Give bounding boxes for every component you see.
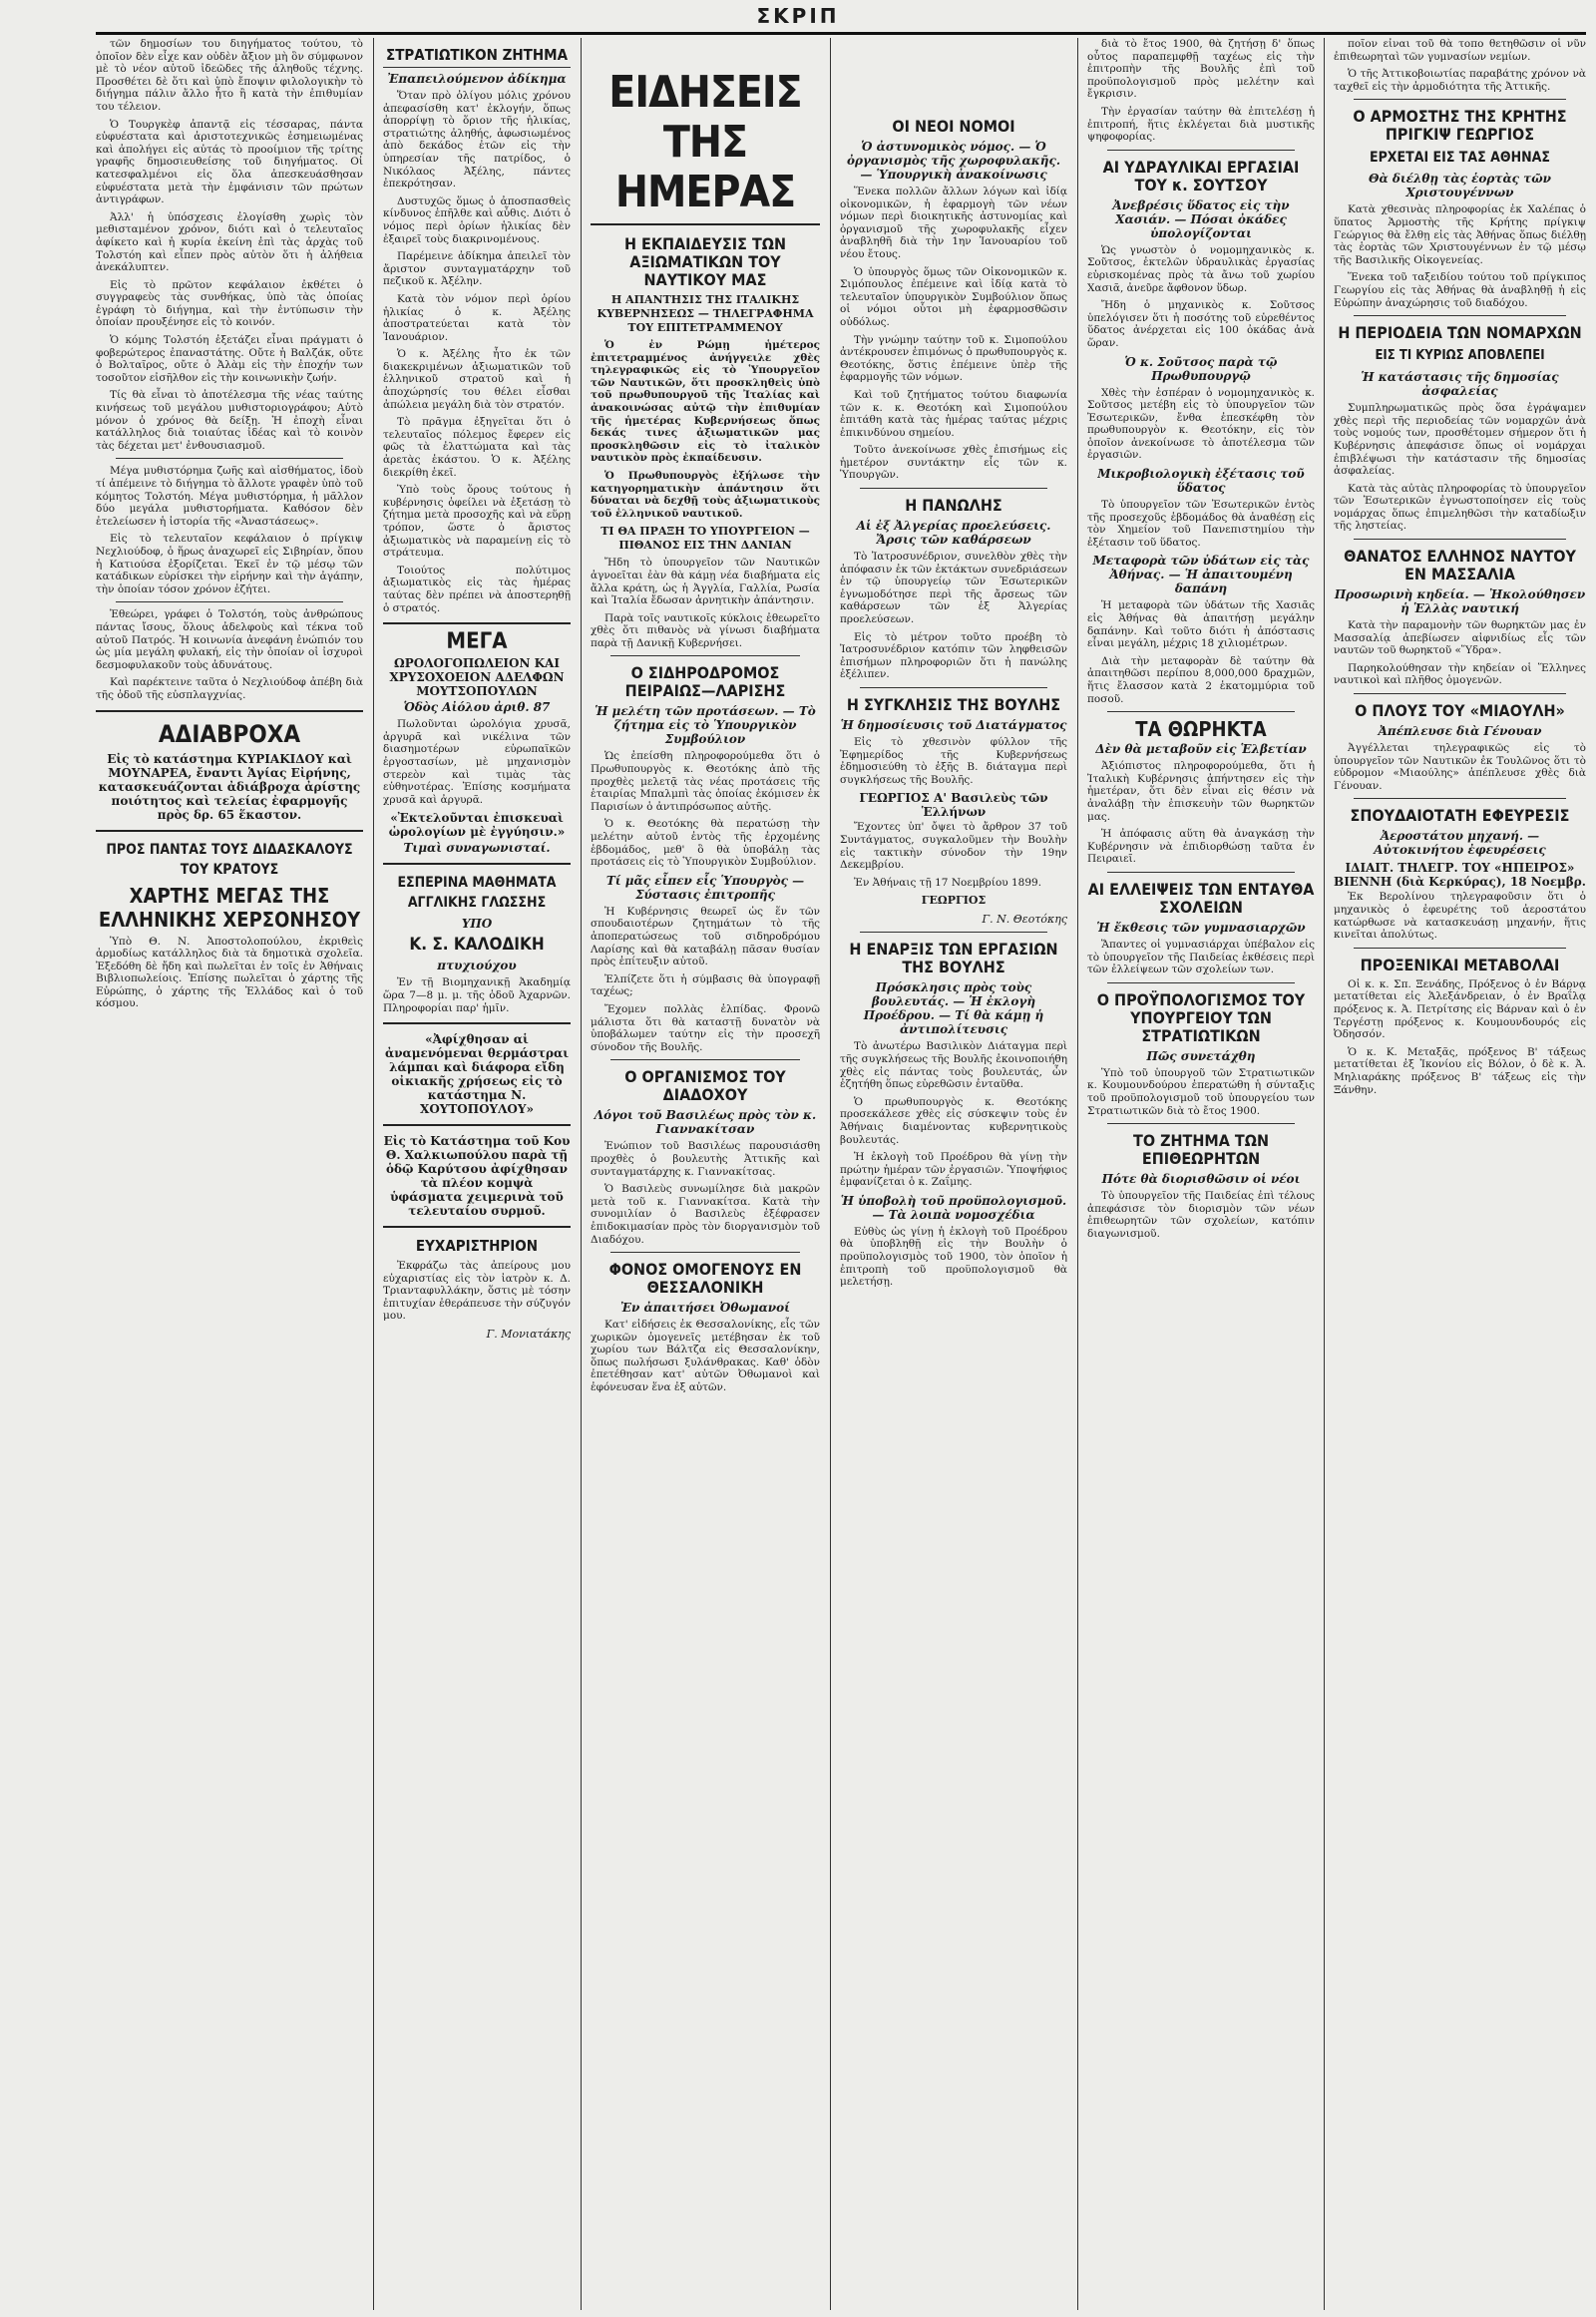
masthead-rule [96,32,1586,35]
article-paragraph: Εἰς τὸ πρῶτον κεφάλαιον ἐκθέτει ὁ συγγραφεὺς τὰς συνθήκας, ὑπὸ τὰς ὁποίας ἐγράφη τὸ διήγημα, καὶ τὴν ἐντύπωσιν τὴν ὁποίαν προυξένησε εἰς τὸ κοινόν. [96,278,363,329]
section-divider [1354,798,1566,799]
article-paragraph: Ἐλπίζετε ὅτι ἡ σύμβασις θὰ ὑπογραφῇ ταχέως; [591,972,820,998]
article-paragraph: Εἰς τὸ χθεσινὸν φύλλον τῆς Ἐφημερίδος τῆς Κυβερνήσεως ἐδημοσιεύθη τὸ ἐξῆς Β. διάταγμα περὶ συγκλήσεως τῆς Βουλῆς. [840,736,1067,786]
ad-text: Ἐν τῇ Βιομηχανικῇ Ἀκαδημίᾳ ὥρα 7—8 μ. μ. τῆς ὁδοῦ Ἀχαρνῶν. Πληροφορίαι παρ' ἡμῖν. [383,976,571,1014]
headline: Ο ΑΡΜΟΣΤΗΣ ΤΗΣ ΚΡΗΤΗΣ ΠΡΙΓΚΙΨ ΓΕΩΡΓΙΟΣ [1353,107,1567,145]
headline: ΤΑ ΘΩΡΗΚΤΑ [1135,717,1267,742]
article-paragraph: τῶν δημοσίων του διηγήματος τούτου, τὸ ὁποῖον δὲν εἶχε καν οὐδὲν ἄξιον μὴ ὃν σύμφωνον μὲ τὸ νέον αὐτοῦ ἰδεῶδες τῆς ἀληθοῦς τέχνης. Προσθέτει δὲ ὅτι καὶ ὑπὸ ἔποψιν φιλολογικὴν τὸ διήγημα πάλιν ἄλλο ἦτο ἢ κατὰ τὴν ἐπιθυμίαν του τέλειον. [96,38,363,113]
masthead: ΣΚΡΙΠ [756,4,840,28]
subheadline: Προσωρινὴ κηδεία. — Ἠκολούθησεν ἡ Ἑλλὰς ναυτική [1334,587,1586,616]
ad-headline: ΜΕΓΑ [446,629,508,655]
article-paragraph: Τὴν γνώμην ταύτην τοῦ κ. Σιμοπούλου ἀντέκρουσεν ἐπιμόνως ὁ πρωθυπουργὸς κ. Θεοτόκης, ὅστις ἐπέμεινε ὑπὲρ τῆς ἐφαρμογῆς τῶν νόμων. [840,333,1067,384]
headline: ΣΠΟΥΔΑΙΟΤΑΤΗ ΕΦΕΥΡΕΣΙΣ [1350,806,1570,826]
subheadline: Ἡ δημοσίευσις τοῦ Διατάγματος [840,718,1067,732]
article-paragraph: Κατὰ τὴν παραμονὴν τῶν θωρηκτῶν μας ἐν Μασσαλίᾳ ἀπεβίωσεν αἰφνιδίως εἷς τῶν ναυτῶν τοῦ θωρηκτοῦ «Ὕδρα». [1334,619,1586,657]
column-separator [373,38,374,2310]
headline: ΘΑΝΑΤΟΣ ΕΛΛΗΝΟΣ ΝΑΥΤΟΥ ΕΝ ΜΑΣΣΑΛΙΑ [1344,547,1576,584]
section-divider [116,601,343,602]
section-divider [1354,948,1566,949]
article-paragraph: Τὴν ἐργασίαν ταύτην θὰ ἐπιτελέσῃ ἡ ἐπιτροπή, ἥτις ἐκλέγεται διὰ μυστικῆς ψηφοφορίας. [1087,105,1315,144]
headline: Η ΠΑΝΩΛΗΣ [905,496,1002,516]
section-divider [1107,150,1295,151]
article-paragraph: Κατὰ τὰς αὐτὰς πληροφορίας τὸ ὑπουργεῖον τῶν Ἐσωτερικῶν ἐγνωστοποίησεν εἰς τοὺς νομάρχας ὅπως ἐπιμεληθῶσι τὴν καταδίωξιν τῆς ληστείας. [1334,482,1586,533]
article-paragraph: Ἡ μεταφορὰ τῶν ὑδάτων τῆς Χασιᾶς εἰς Ἀθήνας θὰ ἀπαιτήσῃ μεγάλην δαπάνην. Καὶ τοῦτο διότι ἡ ἀπόστασις εἶναι μεγάλη, μέχρις 18 χιλιομέτρων. [1087,599,1315,650]
section-divider [860,687,1047,688]
subheadline: Πρόσκλησις πρὸς τοὺς βουλευτάς. — Ἡ ἐκλογὴ Προέδρου. — Τί θὰ κάμῃ ἡ ἀντιπολίτευσις [863,980,1044,1037]
article-paragraph: Ἀξιόπιστος πληροφορούμεθα, ὅτι ἡ Ἰταλικὴ Κυβέρνησις ἀπήντησεν εἰς τὴν ἡμετέραν, ὅτι δὲν εἶναι εἰς θέσιν νὰ ἀναλάβῃ τὴν ἐπισκευὴν τῶν θωρηκτῶν μας. [1087,760,1315,823]
decree-countersignature: Γ. Ν. Θεοτόκης [982,913,1067,927]
subheadline: ΤΙ ΘΑ ΠΡΑΞΗ ΤΟ ΥΠΟΥΡΓΕΙΟΝ — ΠΙΘΑΝΟΣ ΕΙΣ ΤΗΝ ΔΑΝΙΑΝ [600,525,810,553]
section-divider [610,655,800,656]
section-title: ΣΤΡΑΤΙΩΤΙΚΟΝ ΖΗΤΗΜΑ [383,46,571,68]
article-paragraph: Τὸ ὑπουργεῖον τῆς Παιδείας ἐπὶ τέλους ἀπεφάσισε τὸν διορισμὸν τῶν νέων ἐπιθεωρητῶν τῶν σχολείων, κατόπιν διαγωνισμοῦ. [1087,1190,1315,1240]
ad-divider [383,622,571,624]
article-paragraph: Ἤδη τὸ ὑπουργεῖον τῶν Ναυτικῶν ἀγνοεῖται ἐὰν θὰ κάμῃ νέα διαβήματα εἰς ἄλλα κράτη, ὡς ἡ Ἀγγλία, Γαλλία, Ρωσία καὶ Ἰταλία ἔδωσαν ἀρνητικὴν ἀπάντησιν. [591,557,820,607]
subheadline: Τί μᾶς εἶπεν εἷς Ὑπουργὸς — Σύστασις ἐπιτροπῆς [605,873,805,902]
article-paragraph: Ἤδη ὁ μηχανικὸς κ. Σοῦτσος ὑπελόγισεν ὅτι ἡ ποσότης τοῦ εὑρεθέντος ὕδατος ἀνέρχεται εἰς 100 ὀκάδας ἀνὰ ὥραν. [1087,299,1315,349]
ad-text: πτυχιούχου [437,959,517,973]
ad-text: Εἰς τὸ κατάστημα ΚΥΡΙΑΚΙΔΟΥ καὶ ΜΟΥΝΑΡΕΑ, ἔναντι Ἁγίας Εἰρήνης, κατασκευάζονται ἀδιάβροχα ἀρίστης ποιότητος καὶ τελείας ἐφαρμογῆς πρὸς δρ. 65 ἕκαστον. [98,751,361,822]
subheadline: Ὁ ἀστυνομικὸς νόμος. — Ὁ ὀργανισμὸς τῆς χωροφυλακῆς. — Ὑπουργικὴ ἀνακοίνωσις [846,140,1060,182]
article-paragraph: Παρὰ τοῖς ναυτικοῖς κύκλοις ἐθεωρεῖτο χθὲς ὅτι πιθανὸς νὰ γίνωσι διαβήματα παρὰ τῇ Δανικῇ Κυβερνήσει. [591,611,820,649]
article-paragraph: Μέγα μυθιστόρημα ζωῆς καὶ αἰσθήματος, ἰδοὺ τί ἀπέμεινε τὸ διήγημα τὸ ἄλλοτε γραφὲν ὑπὸ τοῦ κόμητος Τολστόη. Μέγα μυθιστόρημα, ἡ μᾶλλον δύο μεγάλα μυθιστορήματα. Καθόσον δὲν ἐτελείωσεν ἡ ἱστορία τῆς «Ἀναστάσεως». [96,465,363,528]
ad-headline: ΕΣΠΕΡΙΝΑ ΜΑΘΗΜΑΤΑ ΑΓΓΛΙΚΗΣ ΓΛΩΣΣΗΣ [397,875,557,912]
subheadline: Αἱ ἐξ Ἀλγερίας προελεύσεις. Ἄρσις τῶν καθάρσεων [856,519,1051,548]
section-divider [610,1252,800,1253]
article-paragraph: Ὑπὸ τοὺς ὅρους τούτους ἡ κυβέρνησις ὀφείλει νὰ ἐξετάσῃ τὸ ζήτημα μετὰ προσοχῆς καὶ νὰ εὕρῃ τρόπον, ὥστε ὁ ἄριστος ἀξιωματικὸς νὰ παραμείνῃ εἰς τὸ στράτευμα. [383,484,571,560]
subheadline: Δὲν θὰ μεταβοῦν εἰς Ἑλβετίαν [1095,742,1307,757]
headline: ΑΙ ΕΛΛΕΙΨΕΙΣ ΤΩΝ ΕΝΤΑΥΘΑ ΣΧΟΛΕΙΩΝ [1087,879,1315,917]
section-divider [1107,982,1295,983]
column-4 [840,38,1067,2310]
subheadline: Ἀπέπλευσε διὰ Γένουαν [1378,724,1542,739]
article-paragraph: Ἔχομεν πολλὰς ἐλπίδας. Φρονῶ μάλιστα ὅτι θὰ καταστῇ δυνατὸν νὰ ὑποβάλωμεν ταύτην εἰς τὴν προσεχῆ σύνοδον τῆς Βουλῆς. [591,1002,820,1053]
article-paragraph: Ὁ ὑπουργὸς ὅμως τῶν Οἰκονομικῶν κ. Σιμόπουλος ἐπέμεινε καὶ ἰδίᾳ κατὰ τὸ τελευταῖον ὑπουργικὸν Συμβούλιον ὅπως οἱ νόμοι οὗτοι μὴ ἐφαρμοσθῶσιν οὐδόλως. [840,265,1067,328]
ad-name: Κ. Σ. ΚΑΛΟΔΙΚΗ [409,935,545,956]
decree-heading: ΓΕΩΡΓΙΟΣ Α' Βασιλεὺς τῶν Ἑλλήνων [859,791,1048,820]
article-paragraph: Παρηκολούθησαν τὴν κηδείαν οἱ Ἕλληνες ναυτικοὶ καὶ πλῆθος ὁμογενῶν. [1334,661,1586,687]
dateline: ΙΔΙΑΙΤ. ΤΗΛΕΓΡ. ΤΟΥ «ΗΠΕΙΡΟΣ» ΒΙΕΝΝΗ (διὰ Κερκύρας), 18 Νοεμβρ. [1334,861,1586,890]
subheadline: Λόγοι τοῦ Βασιλέως πρὸς τὸν κ. Γιαννακίτσαν [594,1108,817,1137]
article-paragraph: Ὁ κόμης Τολστόη ἐξετάζει εἶναι πράγματι ὁ φοβερώτερος ἐπαναστάτης. Οὔτε ἡ Βαλζάκ, οὔτε ὁ Βολταῖρος, οὔτε ὁ Ἀλὰμ εἰς τὴν ἐποχήν των τοσοῦτον εἰσῆλθον εἰς τὴν κοινωνικὴν ζωήν. [96,334,363,384]
subheadline: ΕΡΧΕΤΑΙ ΕΙΣ ΤΑΣ ΑΘΗΝΑΣ [1369,150,1551,167]
ad-headline: ΕΥΧΑΡΙΣΤΗΡΙΟΝ [415,1237,539,1256]
ad-divider [96,830,363,832]
article-paragraph: Ὡς ἐπείσθη πληροφορούμεθα ὅτι ὁ Πρωθυπουργὸς κ. Θεοτόκης ἀπὸ τῆς προχθὲς μελετᾷ τὰς νέας προτάσεις τῆς ἑταιρίας Μπαλμπὶ τὰς ὁποίας ἐκόμισεν ἐκ Παρισίων ὁ ἀντιπρόσωπος αὐτῆς. [591,750,820,813]
article-paragraph: Τοῦτο ἀνεκοίνωσε χθὲς ἐπισήμως εἰς ἡμετέρον συντάκτην εἷς τῶν κ. Ὑπουργῶν. [840,444,1067,482]
headline: Η ΠΕΡΙΟΔΕΙΑ ΤΩΝ ΝΟΜΑΡΧΩΝ [1338,323,1582,343]
section-divider [116,458,343,459]
article-paragraph: Κατὰ χθεσινὰς πληροφορίας ἐκ Χαλέπας ὁ ὕπατος Ἁρμοστὴς τῆς Κρήτης πρίγκιψ Γεώργιος θὰ ἔλθῃ εἰς τὰς Ἀθήνας ὅπως διέλθῃ τὰς ἑορτὰς τῶν Χριστουγέννων ἐν τῷ μέσῳ τῆς Βασιλικῆς Οἰκογενείας. [1334,203,1586,266]
headline: ΑΙ ΥΔΡΑΥΛΙΚΑΙ ΕΡΓΑΣΙΑΙ ΤΟΥ κ. ΣΟΥΤΣΟΥ [1102,157,1300,194]
section-divider [1354,693,1566,694]
section-divider [860,488,1047,489]
ad-text: «Ἐκτελοῦνται ἐπισκευαὶ ὡρολογίων μὲ ἐγγύησιν.» [388,811,566,840]
ad-divider [383,1226,571,1228]
section-divider [1354,315,1566,316]
article-paragraph: ποῖον εἶναι τοῦ θὰ τοπο θετηθῶσιν οἱ νῦν ἐπιθεωρηταὶ τῶν γυμνασίων νεμίων. [1334,38,1586,63]
article-paragraph: Ἡ ἀπόφασις αὕτη θὰ ἀναγκάσῃ τὴν Κυβέρνησιν νὰ ἐπιδιορθώσῃ ταῦτα ἐν Πειραιεῖ. [1087,828,1315,866]
article-paragraph: Ὡς γνωστὸν ὁ νομομηχανικὸς κ. Σοῦτσος, ἐκτελῶν ὑδραυλικὰς ἐργασίας εὑρισκομένας πρὸς τὰ ἄνω τοῦ χωρίου Χασιᾶ, ἀνεῦρε ἄφθονον ὕδωρ. [1087,243,1315,294]
article-paragraph: Ὑπὸ τοῦ ὑπουργοῦ τῶν Στρατιωτικῶν κ. Κουμουνδούρου ἐπερατώθη ἡ σύνταξις τοῦ προϋπολογισμοῦ τοῦ ὑπουργείου των Στρατιωτικῶν διὰ τὸ ἔτος 1900. [1087,1066,1315,1117]
ad-text: Ὑπὸ Θ. Ν. Ἀποστολοπούλου, ἐκριθεὶς ἀρμοδίως κατάλληλος διὰ τὰ δημοτικὰ σχολεῖα. Ἐξεδόθη δὲ ἤδη καὶ πωλεῖται ἐν τοῖς ἐν Ἀθήναις Βιβλιοπωλείοις. Ἐπίσης πωλεῖται ὁ χάρτης τῆς Εὐρώπης, ὁ χάρτης τῆς Ἑλλάδος καὶ ὁ τοῦ κόσμου. [96,935,363,1010]
subheadline: Ἡ κατάστασις τῆς δημοσίας ἀσφαλείας [1361,370,1559,399]
article-paragraph: Καὶ παρέκτεινε ταῦτα ὁ Νεχλιούδοφ ἀπέβη διὰ τῆς ὁδοῦ τῆς εὐσπλαγχνίας. [96,676,363,701]
subheadline: Ἡ ἔκθεσις τῶν γυμνασιαρχῶν [1096,920,1306,935]
article-paragraph: Ἐκ Βερολίνου τηλεγραφοῦσιν ὅτι ὁ μηχανικὸς ὁ ἐφευρέτης τοῦ ἀεροστάτου κατώρθωσε νὰ κατασκευάσῃ μηχανήν, ἥτις κινεῖται ἀπολύτως. [1334,891,1586,942]
section-subtitle: Ἐπαπειλούμενον ἀδίκημα [387,72,567,86]
subheadline: Πότε θὰ διορισθῶσιν οἱ νέοι [1101,1172,1301,1187]
headline: ΟΙ ΝΕΟΙ ΝΟΜΟΙ [892,117,1015,136]
section-divider [610,1059,800,1060]
column-5 [1087,38,1315,2310]
subheadline: ΕΙΣ ΤΙ ΚΥΡΙΩΣ ΑΠΟΒΛΕΠΕΙ [1375,348,1545,364]
section-divider [1107,1123,1295,1124]
subheadline: Ἡ μελέτη τῶν προτάσεων. — Τὸ ζήτημα εἰς τὸ Ὑπουργικὸν Συμβούλιον [595,704,816,747]
article-paragraph: Ἡ Κυβέρνησις θεωρεῖ ὡς ἕν τῶν σπουδαιοτέρων ζητημάτων τὸ τῆς ἀποπερατώσεως τοῦ σιδηροδρόμου Λαρίσης καὶ θὰ καταβάλῃ πᾶσαν θυσίαν πρὸς ἐπίτευξιν αὐτοῦ. [591,905,820,968]
article-paragraph: Ὁ ἐν Ρώμῃ ἡμέτερος ἐπιτετραμμένος ἀνήγγειλε χθὲς τηλεγραφικῶς εἰς τὸ Ὑπουργεῖον τῶν Ναυτικῶν, ὅτι προσκληθεὶς ὑπὸ τοῦ πρωθυπουργοῦ τῆς Ἰταλίας καὶ ἀνακοινώσας αὐτῷ τὴν ἐπιθυμίαν τῆς ἡμετέρας Κυβερνήσεως ὅπως δεκάς τινες ἀξιωματικῶν μας προσκληθῶσιν εἰς τὸ ἰταλικὸν ναυτικὸν πρὸς ἐκπαίδευσιν. [591,339,820,465]
column-3 [591,38,820,2310]
article-paragraph: Ὁ τῆς Ἀττικοβοιωτίας παραβάτης χρόνον νὰ ταχθεῖ εἰς τὴν ἀρμοδιότητα τῆς Ἀττικῆς. [1334,68,1586,93]
ad-address: Ὁδὸς Αἰόλου ἀριθ. 87 [403,700,551,715]
article-paragraph: Εἰς τὸ μέτρον τοῦτο προέβη τὸ Ἰατροσυνέδριον κατόπιν τῶν ληφθεισῶν ἐπισήμων πληροφοριῶν ὅτι ἡ πανώλης ἐξέλιπεν. [840,630,1067,681]
article-paragraph: Κατ' εἰδήσεις ἐκ Θεσσαλονίκης, εἷς τῶν χωρικῶν ὁμογενεῖς μετέβησαν ἐκ τοῦ χωρίου των Βάλτζα εἰς Θεσσαλονίκην, ὅπως πωλήσωσι ξυλάνθρακας. Καθ' ὁδὸν ἐπετέθησαν κατ' αὐτῶν Ὀθωμανοὶ καὶ ἐφόνευσαν ἕνα ἐξ αὐτῶν. [591,1319,820,1394]
decree-signature: ΓΕΩΡΓΙΟΣ [921,894,987,908]
article-paragraph: Ἀλλ' ἡ ὑπόσχεσις ἐλογίσθη χωρὶς τὸν μεθισταμένον χρόνον, διότι καὶ ὁ τελευταῖος ἀφίκετο καὶ ἡ κυρία ἐκείνη ἐπὶ τὰς ἀρχὰς τοῦ Τολστόη καὶ εἶπεν πρὸς αὐτὸν ὅτι ἡ ἀλήθεια ἀνεκάλυπτεν. [96,210,363,274]
article-paragraph: Οἱ κ. κ. Σπ. Ξενάδης, Πρόξενος ὁ ἐν Βάρνᾳ μετατίθεται εἰς Ἁλεξάνδρειαν, ὁ ἐν Βραΐλᾳ πρόξενος κ. Ἀ. Πετρίτσης εἰς Βάρναν καὶ ὁ ἐν Τεργέστῃ πρόξενος κ. Κουμουνδουρός εἰς Ὀδησσόν. [1334,977,1586,1041]
article-paragraph: Τίς θὰ εἶναι τὸ ἀποτέλεσμα τῆς νέας ταύτης κινήσεως τοῦ μεγάλου μυθιστοριογράφου; Αὐτὸ μόνον ὁ χρόνος θὰ δείξῃ. Ἡ ἐποχὴ εἶναι κατάλληλος διὰ τοιαύτας ἰδέας καὶ τὸ κοινὸν τὰς δέχεται μετ' ἐνθουσιασμοῦ. [96,389,363,452]
article-paragraph: Τὸ πρᾶγμα ἐξηγεῖται ὅτι ὁ τελευταῖος πόλεμος ἔφερεν εἰς φῶς τὰ ἐλαττώματα καὶ τὰς ἀρετὰς ἑκάστου. Ὁ κ. Ἀξέλης διεκρίθη ἐκεῖ. [383,416,571,479]
article-paragraph: Εὐθὺς ὡς γίνῃ ἡ ἐκλογὴ τοῦ Προέδρου θὰ ὑποβληθῇ εἰς τὴν Βουλὴν ὁ προϋπολογισμὸς τοῦ 1900, τὸν ὁποῖον ἡ ἐπιτροπὴ τοῦ προϋπολογισμοῦ θὰ μελετήσῃ. [840,1225,1067,1289]
ad-text: Ἐκφράζω τὰς ἀπείρους μου εὐχαριστίας εἰς τὸν ἰατρὸν κ. Δ. Τριανταφυλλάκην, ὅστις μὲ τόσην ἐπιτυχίαν ἐθεράπευσε τὴν σύζυγόν μου. [383,1260,571,1323]
headline: ΤΟ ΖΗΤΗΜΑ ΤΩΝ ΕΠΙΘΕΩΡΗΤΩΝ [1133,1131,1269,1169]
ad-divider [383,863,571,865]
ad-text: ΥΠΟ [461,917,493,932]
article-paragraph: διὰ τὸ ἔτος 1900, θὰ ζητήσῃ δ' ὅπως οὗτος παραπεμφθῇ ταχέως εἰς τὴν ἐπιτροπὴν τῆς Βουλῆς ἐπὶ τοῦ προϋπολογισμοῦ πρὸς μελέτην καὶ ἔγκρισιν. [1087,38,1315,101]
article-paragraph: Ὁ κ. Κ. Μεταξᾶς, πρόξενος Β' τάξεως μετατίθεται ἐξ Ἰκονίου εἰς Βόλον, ὁ δὲ κ. Ἀ. Μηλιαράκης πρόξενος Β' τάξεως εἰς τὴν Ξάνθην. [1334,1045,1586,1096]
page-title: ΕΙΔΗΣΕΙΣ ΤΗΣ ΗΜΕΡΑΣ [591,68,820,225]
section-divider [860,932,1047,933]
subheadline: Ἀεροστάτου μηχανή. — Αὐτοκινήτου ἐφευρέσεις [1374,829,1546,858]
article-paragraph: Συμπληρωματικῶς πρὸς ὅσα ἐγράψαμεν χθὲς περὶ τῆς περιοδείας τῶν νομαρχῶν ἀνὰ τοὺς νομούς των, προσθέτομεν σήμερον ὅτι ἡ Κυβέρνησις ἀπεφάσισε ὅπως οἱ νομάρχαι ἐπιβλέψωσι τὴν κατάστασιν τῆς δημοσίας ἀσφαλείας. [1334,402,1586,478]
subheadline: Μεταφορὰ τῶν ὑδάτων εἰς τὰς Ἀθήνας. — Ἡ ἀπαιτουμένη δαπάνη [1092,554,1310,596]
ad-text: «Ἀφίχθησαν αἱ ἀναμενόμεναι θερμάστραι λάμπαι καὶ διάφορα εἴδη οἰκιακῆς χρήσεως εἰς τὸ κατάστημα Ν. ΧΟΥΤΟΠΟΥΛΟΥ» [384,1032,570,1117]
column-separator [581,38,582,2310]
column-2 [383,38,571,2310]
subheadline: Θὰ διέλθῃ τὰς ἑορτὰς τῶν Χριστουγέννων [1369,172,1551,200]
article-paragraph: Ὁ πρωθυπουργὸς κ. Θεοτόκης προσεκάλεσε χθὲς εἰς σύσκεψιν τοὺς ἐν Ἀθήναις διαμένοντας κυβερνητικοὺς βουλευτάς. [840,1095,1067,1146]
ad-divider [383,1022,571,1024]
article-paragraph: Ἐθεώρει, γράφει ὁ Τολστόη, τοὺς ἀνθρώπους πάντας ἴσους, ὅλους ἀδελφοὺς καὶ τέκνα τοῦ αὐτοῦ Πατρός. Ἡ κοινωνία ἀνεφάνη ἐνώπιόν του ὡς μία μεγάλη φυλακή, εἰς τὴν ὁποίαν οἱ ἰσχυροὶ δεσμοφυλακοῦν τοὺς ἀδυνάτους. [96,608,363,671]
headline: ΦΟΝΟΣ ΟΜΟΓΕΝΟΥΣ ΕΝ ΘΕΣΣΑΛΟΝΙΚΗ [608,1260,802,1298]
article-paragraph: Ἕνεκα πολλῶν ἄλλων λόγων καὶ ἰδίᾳ οἰκονομικῶν, ἡ ἐφαρμογὴ τῶν νέων νόμων περὶ διοικητικῆς ἀστυνομίας καὶ ὀργανισμοῦ τῆς χωροφυλακῆς εἶχεν ἀναβληθῆ διὰ τὴν 1ην Ἰανουαρίου τοῦ νέου ἔτους. [840,186,1067,260]
article-paragraph: Τοιούτος πολύτιμος ἀξιωματικὸς εἰς τὰς ἡμέρας ταύτας δὲν πρέπει νὰ ἀποστερηθῇ ὁ στρατός. [383,564,571,614]
article-paragraph: Χθὲς τὴν ἑσπέραν ὁ νομομηχανικὸς κ. Σοῦτσος μετέβη εἰς τὸ ὑπουργεῖον τῶν Ἐσωτερικῶν, ἔνθα ἐπεσκέφθη τὸν πρωθυπουργὸν κ. Θεοτόκην, εἰς τὸν ὁποῖον ἀνεκοίνωσε τὸ ἀποτέλεσμα τῶν ἐργασιῶν. [1087,386,1315,462]
article-paragraph: Ἐνώπιον τοῦ Βασιλέως παρουσιάσθη προχθὲς ὁ βουλευτὴς Ἀττικῆς καὶ συνταγματάρχης κ. Γιαννακίτσας. [591,1140,820,1178]
ad-text: Πωλοῦνται ὡρολόγια χρυσᾶ, ἀργυρᾶ καὶ νικέλινα τῶν διασημοτέρων εὐρωπαϊκῶν ἐργοστασίων, μὲ μηχανισμὸν στερεὸν καὶ τιμὰς τὰς εὐθηνοτέρας. Ἐπίσης κοσμήματα χρυσᾶ καὶ ἀργυρᾶ. [383,718,571,806]
column-6 [1334,38,1586,2310]
article-paragraph: Εἰς τὸ τελευταῖον κεφάλαιον ὁ πρίγκιψ Νεχλιούδοφ, ὁ ἥρως ἀναχωρεῖ εἰς Σιβηρίαν, ὅπου ἡ Κατιούσα ἐξορίζεται. Ἐκεῖ ἐν τῷ μέσῳ τῶν κατάδικων εὑρίσκει τὴν εἰρήνην καὶ τὴν ἀγάπην, τὴν ὁποίαν τόσον χρόνον ἐζήτει. [96,533,363,595]
article-paragraph: Ὁ κ. Ἀξέλης ἦτο ἐκ τῶν διακεκριμένων ἀξιωματικῶν τοῦ ἑλληνικοῦ στρατοῦ καὶ ἡ ἀποχώρησίς του θέλει εἶσθαι ἀπώλεια μεγάλη διὰ τὸν στρατόν. [383,348,571,411]
ad-divider [96,710,363,712]
article-paragraph: Κατὰ τὸν νόμον περὶ ὁρίου ἡλικίας ὁ κ. Ἀξέλης ἀποστρατεύεται κατὰ τὸν Ἰανουάριον. [383,292,571,343]
subheadline: Ἡ ὑποβολὴ τοῦ προϋπολογισμοῦ. — Τὰ λοιπὰ νομοσχέδια [840,1193,1067,1222]
article-paragraph: Διὰ τὴν μεταφορὰν δὲ ταύτην θὰ ἀπαιτηθῶσι περίπου 8,000,000 δραχμῶν, ἥτις ἔλασσον κατὰ 2 ἑκατομμύρια τοῦ ποσοῦ. [1087,654,1315,705]
headline: Ο ΠΡΟΫΠΟΛΟΓΙΣΜΟΣ ΤΟΥ ΥΠΟΥΡΓΕΙΟΥ ΤΩΝ ΣΤΡΑΤΙΩΤΙΚΩΝ [1096,989,1306,1045]
article-paragraph: Ὁ Βασιλεὺς συνωμίλησε διὰ μακρῶν μετὰ τοῦ κ. Γιαννακίτσα. Κατὰ τὴν συνομιλίαν ὁ Βασιλεὺς ἐξέφρασεν ἐπιδοκιμασίαν πρὸς τὸν διοργανισμὸν τοῦ Διαδόχου. [591,1183,820,1246]
headline: Η ΣΥΓΚΛΗΣΙΣ ΤΗΣ ΒΟΥΛΗΣ [846,695,1061,714]
headline: Η ΕΚΠΑΙΔΕΥΣΙΣ ΤΩΝ ΑΞΙΩΜΑΤΙΚΩΝ ΤΟΥ ΝΑΥΤΙΚΟΥ ΜΑΣ [623,234,787,289]
article-paragraph: Ἀγγέλλεται τηλεγραφικῶς εἰς τὸ ὑπουργεῖον τῶν Ναυτικῶν ἐκ Τουλῶνος ὅτι τὸ εὐδρομον «Μιαούλης» ἀπέπλευσε χθὲς διὰ Γένουαν. [1334,742,1586,792]
ad-title: ΠΡΟΣ ΠΑΝΤΑΣ ΤΟΥΣ ΔΙΔΑΣΚΑΛΟΥΣ ΤΟΥ ΚΡΑΤΟΥΣ [106,841,353,878]
article-paragraph: Ἡ ἐκλογὴ τοῦ Προέδρου θὰ γίνῃ τὴν πρώτην ἡμέραν τῶν ἐργασιῶν. Ὑποψήφιος ἐμφανίζεται ὁ κ. Ζαΐμης. [840,1151,1067,1189]
section-divider [1354,99,1566,100]
column-separator [1077,38,1078,2310]
article-paragraph: Τὸ Ἰατροσυνέδριον, συνελθὸν χθὲς τὴν ἀπόφασιν ἐκ τῶν ἐκτάκτων συνεδριάσεων ἐν τῷ ὑπουργείῳ τῶν Ἐσωτερικῶν ἐγνωμοδότησε περὶ τῆς ἄρσεως τῶν καθάρσεων τῶν ἐξ Ἀλγερίας προελεύσεων. [840,551,1067,626]
column-separator [1324,38,1325,2310]
ad-headline: ΧΑΡΤΗΣ ΜΕΓΑΣ ΤΗΣ ΕΛΛΗΝΙΚΗΣ ΧΕΡΣΟΝΗΣΟΥ [98,883,361,932]
ad-text: Εἰς τὸ Κατάστημα τοῦ Κου Θ. Χαλκιωπούλου παρὰ τῇ ὁδῷ Καρύτσου ἀφίχθησαν τὰ πλέον κομψὰ ὑφάσματα χειμερινὰ τοῦ τελευταίου συρμοῦ. [383,1134,571,1219]
article-paragraph: Ἐν Ἀθήναις τῇ 17 Νοεμβρίου 1899. [854,876,1042,889]
article-paragraph: Τὸ ὑπουργεῖον τῶν Ἐσωτερικῶν ἐντὸς τῆς προσεχοῦς ἑβδομάδος θὰ ἀναθέσῃ εἰς τὸν Χημείον τοῦ Πανεπιστημίου τὴν ἐξέτασιν τοῦ ὕδατος. [1087,499,1315,549]
column-1 [96,38,363,2310]
subheadline: Η ΑΠΑΝΤΗΣΙΣ ΤΗΣ ΙΤΑΛΙΚΗΣ ΚΥΒΕΡΝΗΣΕΩΣ — ΤΗΛΕΓΡΑΦΗΜΑ ΤΟΥ ΕΠΙΤΕΤΡΑΜΜΕΝΟΥ [597,293,814,334]
article-paragraph: Ὁ Τουργκὲφ ἀπαντᾷ εἰς τέσσαρας, πάντα εὐφυέστατα καὶ ἀριστοτεχνικῶς ἐσημειωμένας καὶ ἀπολήγει εἰς αὐτάς τὸ προοίμιον τῆς τρίτης γραφῆς δημοσιευθείσης τοῦ διηγήματος. Οἱ κατεσφαλμένοι εἰς ὅλα ἀπεσκευάσθησαν εὐφυέστατα μετὰ τὴν ἐμφάνισιν τῶν πρώτων ἀντιγράφων. [96,118,363,206]
headline: Ο ΟΡΓΑΝΙΣΜΟΣ ΤΟΥ ΔΙΑΔΟΧΟΥ [624,1067,786,1105]
ad-signature: Γ. Μονιατάκης [486,1328,571,1342]
ad-business-name: ΩΡΟΛΟΓΟΠΩΛΕΙΟΝ ΚΑΙ ΧΡΥΣΟΧΟΕΙΟΝ ΑΔΕΛΦΩΝ ΜΟΥΤΣΟΠΟΥΛΩΝ [389,656,565,699]
ad-divider [383,1124,571,1126]
subheadline: Ὁ κ. Σοῦτσος παρὰ τῷ Πρωθυπουργῷ [1124,354,1278,383]
article-paragraph: Ἔχοντες ὑπ' ὄψει τὸ ἄρθρον 37 τοῦ Συντάγματος, συγκαλοῦμεν τὴν Βουλὴν εἰς τακτικὴν σύνοδον τὴν 19ην Δεκεμβρίου. [840,821,1067,872]
article-paragraph: Ὁ Πρωθυπουργὸς ἐξήλωσε τὴν κατηγορηματικὴν ἀπάντησιν ὅτι δύναται νὰ δεχθῇ τοὺς ἀξιωματικοὺς τοῦ ἑλληνικοῦ ναυτικοῦ. [591,469,820,520]
column-separator [830,38,831,2310]
article-paragraph: Ὅταν πρὸ ὀλίγου μόλις χρόνου ἀπεφασίσθη κατ' ἐκλογήν, ὅπως ἀπορρίψῃ τὸ ὅριον τῆς ἡλικίας, στρατιώτης ἀληθής, ἀφωσιωμένος ἀπὸ δεκάδος ἐτῶν εἰς τὴν ὑπηρεσίαν τῆς πατρίδος, ὁ Νικόλαος Ἀξέλης, πάντες ἐπεκρότησαν. [383,90,571,191]
article-paragraph: Ἕνεκα τοῦ ταξειδίου τούτου τοῦ πρίγκιπος Γεωργίου εἰς τὰς Ἀθήνας θὰ ἀναβληθῇ ἡ εἰς Εὐρώπην ἀναχώρησις τοῦ διαδόχου. [1334,271,1586,309]
subheadline: Μικροβιολογικὴ ἐξέτασις τοῦ ὕδατος [1097,467,1305,496]
section-divider [1107,872,1295,873]
article-paragraph: Δυστυχῶς ὅμως ὁ ἀποσπασθεὶς κίνδυνος ἐπῆλθε καὶ αὖθις. Διότι ὁ νόμος περὶ ὁρίων ἡλικίας δὲν ἐξαιρεῖ τοὺς διακρινομένους. [383,194,571,245]
headline: Ο ΠΛΟΥΣ ΤΟΥ «ΜΙΑΟΥΛΗ» [1355,701,1565,721]
ad-text: Τιμαὶ συναγωνισταί. [403,841,551,856]
section-divider [1354,539,1566,540]
subheadline: Ἐν ἀπαιτήσει Ὀθωμανοί [620,1301,790,1316]
subheadline: Πῶς συνετάχθη [1146,1048,1256,1063]
article-paragraph: Παρέμεινε ἀδίκημα ἀπειλεῖ τὸν ἄριστον συνταγματάρχην τοῦ πεζικοῦ κ. Ἀξέλην. [383,250,571,288]
headline: Ο ΣΙΔΗΡΟΔΡΟΜΟΣ ΠΕΙΡΑΙΩΣ—ΛΑΡΙΣΗΣ [624,663,786,701]
headline: ΠΡΟΞΕΝΙΚΑΙ ΜΕΤΑΒΟΛΑΙ [1360,955,1560,974]
article-paragraph: Καὶ τοῦ ζητήματος τούτου διαφωνία τῶν κ. κ. Θεοτόκη καὶ Σιμοπούλου ἐπιτάθη κατὰ τὰς ἡμέρας ταύτας μέχρις ἐπικινδύνου σημείου. [840,388,1067,439]
headline: Η ΕΝΑΡΞΙΣ ΤΩΝ ΕΡΓΑΣΙΩΝ ΤΗΣ ΒΟΥΛΗΣ [849,940,1058,977]
subheadline: Ἀνεβρέσις ὕδατος εἰς τὴν Χασιάν. — Πόσαι ὀκάδες ὑπολογίζονται [1112,197,1290,240]
article-paragraph: Ἅπαντες οἱ γυμνασιάρχαι ὑπέβαλον εἰς τὸ ὑπουργεῖον τῆς Παιδείας ἐκθέσεις περὶ τῶν ἐλλείψεων τῶν σχολείων των. [1087,938,1315,976]
article-paragraph: Τὸ ἀνωτέρω Βασιλικὸν Διάταγμα περὶ τῆς συγκλήσεως τῆς Βουλῆς ἐκοινοποιήθη χθὲς εἰς πάντας τοὺς βουλευτάς, ὧν ἐζητήθη ὅπως εὑρεθῶσιν ἐνταῦθα. [840,1040,1067,1091]
section-divider [1107,711,1295,712]
ad-title: ΑΔΙΑΒΡΟΧΑ [158,719,301,748]
article-paragraph: Ὁ κ. Θεοτόκης θὰ περατώσῃ τὴν μελέτην αὐτοῦ ἐντὸς τῆς ἐρχομένης ἑβδομάδος, μεθ' ὃ θὰ ὑποβάλῃ τὰς προτάσεις εἰς τὸ Ὑπουργικὸν Συμβούλιον. [591,818,820,869]
